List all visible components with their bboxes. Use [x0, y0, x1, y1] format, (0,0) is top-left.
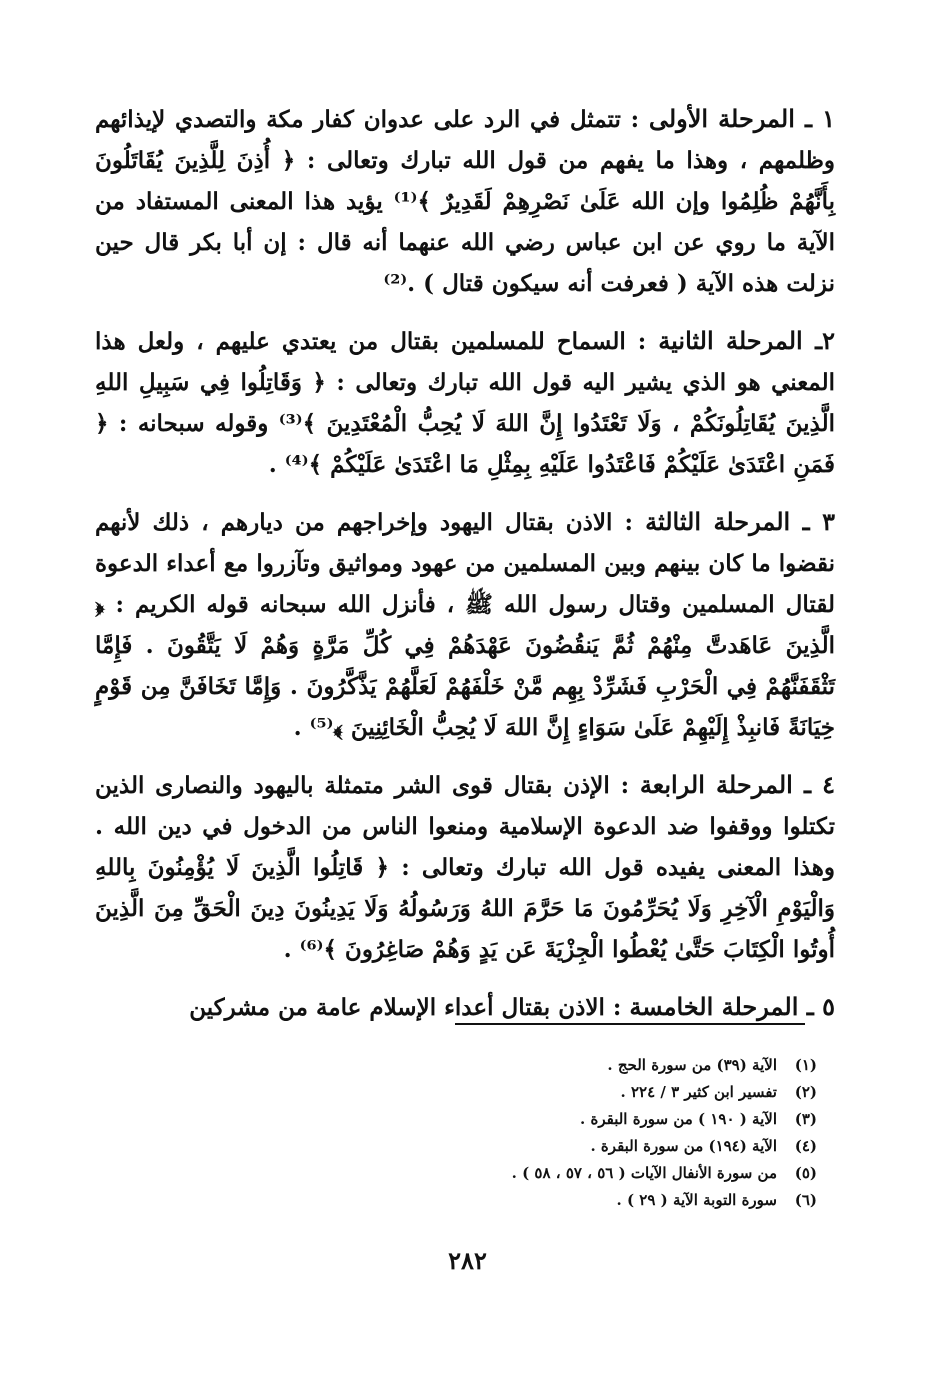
- footnote-number: (٢): [794, 1083, 817, 1101]
- stage-heading: ٥ ـ المرحلة الخامسة: [629, 992, 835, 1021]
- paragraph-stage-2: [95, 320, 835, 485]
- paragraph-text: : السماح للمسلمين بقتال من يعتدي عليهم ، ولعل هذا المعني هو الذي يشير اليه قول الله تبارك وتعالى : ﴿ وَقَاتِلُوا فِي سَبِيلِ اللهِ الَّذِينَ يُقَاتِلُونَكُمْ ، وَلَا تَعْتَدُوا إِنَّ اللهَ لَا يُحِبُّ الْمُعْتَدِينَ ﴾⁽³⁾ وقوله سبحانه : ﴿ فَمَنِ اعْتَدَىٰ عَلَيْكُمْ فَاعْتَدُوا عَلَيْهِ بِمِثْلِ مَا اعْتَدَىٰ عَلَيْكُمْ ﴾⁽⁴⁾ .: [95, 328, 836, 478]
- paragraph-stage-1: [95, 98, 835, 304]
- footnote-text: الآية ( ١٩٠ ) من سورة البقرة .: [580, 1110, 777, 1128]
- footnote-number: (٤): [794, 1137, 817, 1155]
- paragraph-stage-3: [95, 501, 835, 748]
- stage-heading: ٢ـ المرحلة الثانية: [658, 326, 835, 355]
- footnote-text: تفسير ابن كثير ٣ / ٢٢٤ .: [620, 1083, 777, 1101]
- footnote-item: [117, 1052, 817, 1079]
- footnote-item: [117, 1160, 817, 1187]
- footnote-number: (٦): [794, 1191, 817, 1209]
- paragraph-text: : تتمثل في الرد على عدوان كفار مكة والتصدي لإيذائهم وظلمهم ، وهذا ما يفهم من قول الله تبارك وتعالى : ﴿ أُذِنَ لِلَّذِينَ يُقَاتَلُونَ بِأَنَّهُمْ ظُلِمُوا وإن الله عَلَىٰ نَصْرِهِمْ لَقَدِيرٌ ﴾⁽¹⁾ يؤيد هذا المعنى المستفاد من الآية ما روي عن ابن عباس رضي الله عنهما أنه قال : إن أبا بكر قال حين نزلت هذه الآية ( فعرفت أنه سيكون قتال ) .⁽²⁾: [95, 106, 835, 297]
- stage-heading: ١ ـ المرحلة الأولى: [648, 104, 836, 133]
- footnote-number: (١): [794, 1056, 817, 1074]
- footnote-number: (٥): [794, 1164, 817, 1182]
- page-number: ٢٨٢: [448, 1246, 487, 1275]
- footnote-text: من سورة الأنفال الآيات ( ٥٦ ، ٥٧ ، ٥٨ ) .: [511, 1164, 777, 1182]
- footnotes: [117, 1052, 817, 1214]
- paragraph-stage-5: [95, 986, 835, 1028]
- footnote-item: [117, 1106, 817, 1133]
- paragraph-text: : الاذن بقتال اليهود وإخراجهم من ديارهم ، ذلك لأنهم نقضوا ما كان بينهم وبين المسلمين من عهود ومواثيق وتآزروا مع أعداء الدعوة لقتال المسلمين وقتال رسول الله ﷺ ، فأنزل الله سبحانه قوله الكريم : ﴿ الَّذِينَ عَاهَدتَّ مِنْهُمْ ثُمَّ يَنقُضُونَ عَهْدَهُمْ فِي كُلِّ مَرَّةٍ وَهُمْ لَا يَتَّقُونَ . فَإِمَّا تَثْقَفَنَّهُمْ فِي الْحَرْبِ فَشَرِّدْ بِهِم مَّنْ خَلْفَهُمْ لَعَلَّهُمْ يَذَّكَّرُونَ . وَإِمَّا تَخَافَنَّ مِن قَوْمٍ خِيَانَةً فَانبِذْ إِلَيْهِمْ عَلَىٰ سَوَاءٍ إِنَّ اللهَ لَا يُحِبُّ الْخَائِنِينَ ﴾⁽⁵⁾ .: [95, 509, 835, 741]
- footnote-text: الآية (٣٩) من سورة الحج .: [607, 1056, 777, 1074]
- footnote-number: (٣): [794, 1110, 817, 1128]
- footnote-text: الآية (١٩٤) من سورة البقرة .: [590, 1137, 777, 1155]
- footnote-text: سورة التوبة الآية ( ٢٩ ) .: [616, 1191, 777, 1209]
- footnote-separator: [455, 1023, 805, 1025]
- stage-heading: ٣ ـ المرحلة الثالثة: [645, 507, 835, 536]
- paragraph-text: : الإذن بقتال قوى الشر متمثلة باليهود والنصارى الذين تكتلوا ووقفوا ضد الدعوة الإسلامية ومنعوا الناس من الدخول في دين الله . وهذا المعنى يفيده قول الله تبارك وتعالى : ﴿ قَاتِلُوا الَّذِينَ لَا يُؤْمِنُونَ بِاللهِ وَالْيَوْمِ الْآخِرِ وَلَا يُحَرِّمُونَ مَا حَرَّمَ اللهُ وَرَسُولُهُ وَلَا يَدِينُونَ دِينَ الْحَقِّ مِنَ الَّذِينَ أُوتُوا الْكِتَابَ حَتَّىٰ يُعْطُوا الْجِزْيَةَ عَن يَدٍ وَهُمْ صَاغِرُونَ ﴾⁽⁶⁾ .: [95, 772, 835, 963]
- footnote-item: [117, 1133, 817, 1160]
- paragraph-text: : الاذن بقتال أعداء الإسلام عامة من مشركين: [189, 994, 630, 1021]
- footnote-item: [117, 1187, 817, 1214]
- stage-heading: ٤ ـ المرحلة الرابعة: [639, 770, 836, 799]
- footnote-item: [117, 1079, 817, 1106]
- paragraph-stage-4: [95, 764, 835, 970]
